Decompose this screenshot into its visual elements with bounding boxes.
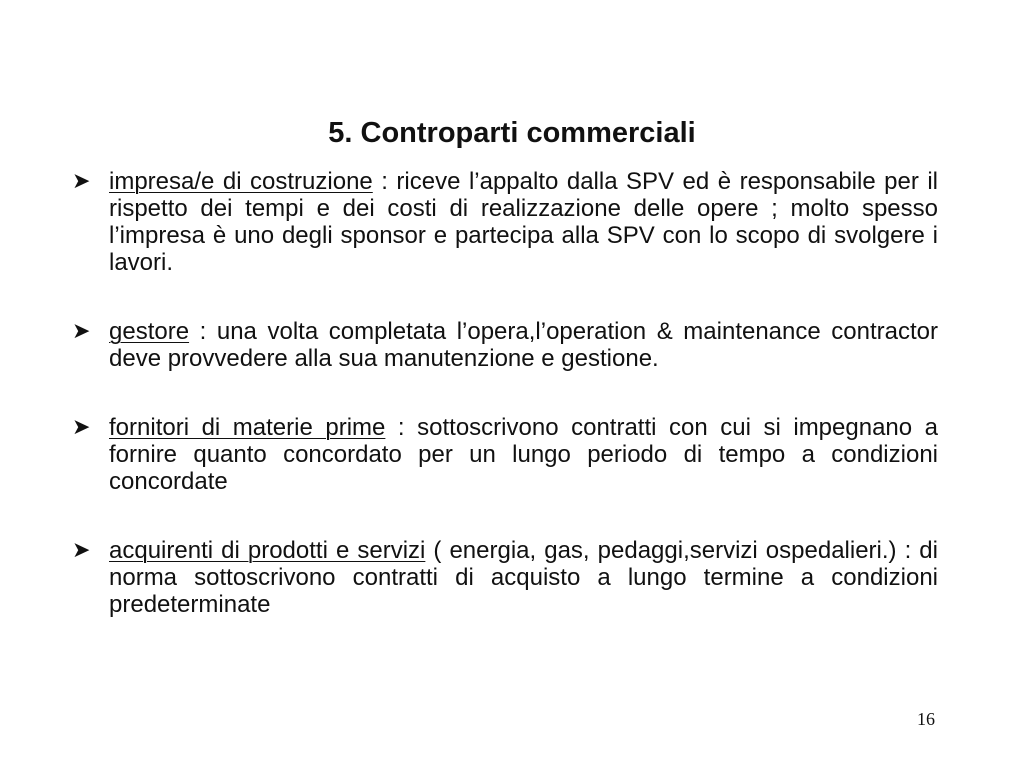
bullet-item-fornitori [72,414,938,495]
arrowhead-bullet-icon: ➤ [72,319,91,344]
bullet-text: : una volta completata l’opera,l’operation & maintenance contractor deve provvedere alla sua manutenzione e gestione. [109,318,938,372]
slide-title: 5. Controparti commerciali [328,117,696,149]
bullet-term: acquirenti di prodotti e servizi [109,537,426,564]
bullet-list [72,168,938,618]
page-number: 16 [917,709,935,729]
bullet-text: ( energia, gas, pedaggi,servizi ospedalieri.) : di norma sottoscrivono contratti di acquisto a lungo termine a condizioni predeterminate [109,537,938,618]
arrowhead-bullet-icon: ➤ [72,415,91,440]
bullet-item-impresa [72,168,938,276]
arrowhead-bullet-icon: ➤ [72,538,91,563]
bullet-term: gestore [109,318,190,345]
arrowhead-bullet-icon: ➤ [72,169,91,194]
bullet-text: : riceve l’appalto dalla SPV ed è responsabile per il rispetto dei tempi e dei costi di realizzazione delle opere ; molto spesso l’impresa è uno degli sponsor e partecipa alla SPV con lo scopo di svolgere i lavori. [109,168,939,276]
bullet-term: impresa/e di costruzione [109,168,373,195]
bullet-text: : sottoscrivono contratti con cui si impegnano a fornire quanto concordato per un lungo periodo di tempo a condizioni concordate [109,414,939,495]
bullet-item-acquirenti [72,537,938,618]
bullet-item-gestore [72,318,938,372]
bullet-term: fornitori di materie prime [109,414,386,441]
